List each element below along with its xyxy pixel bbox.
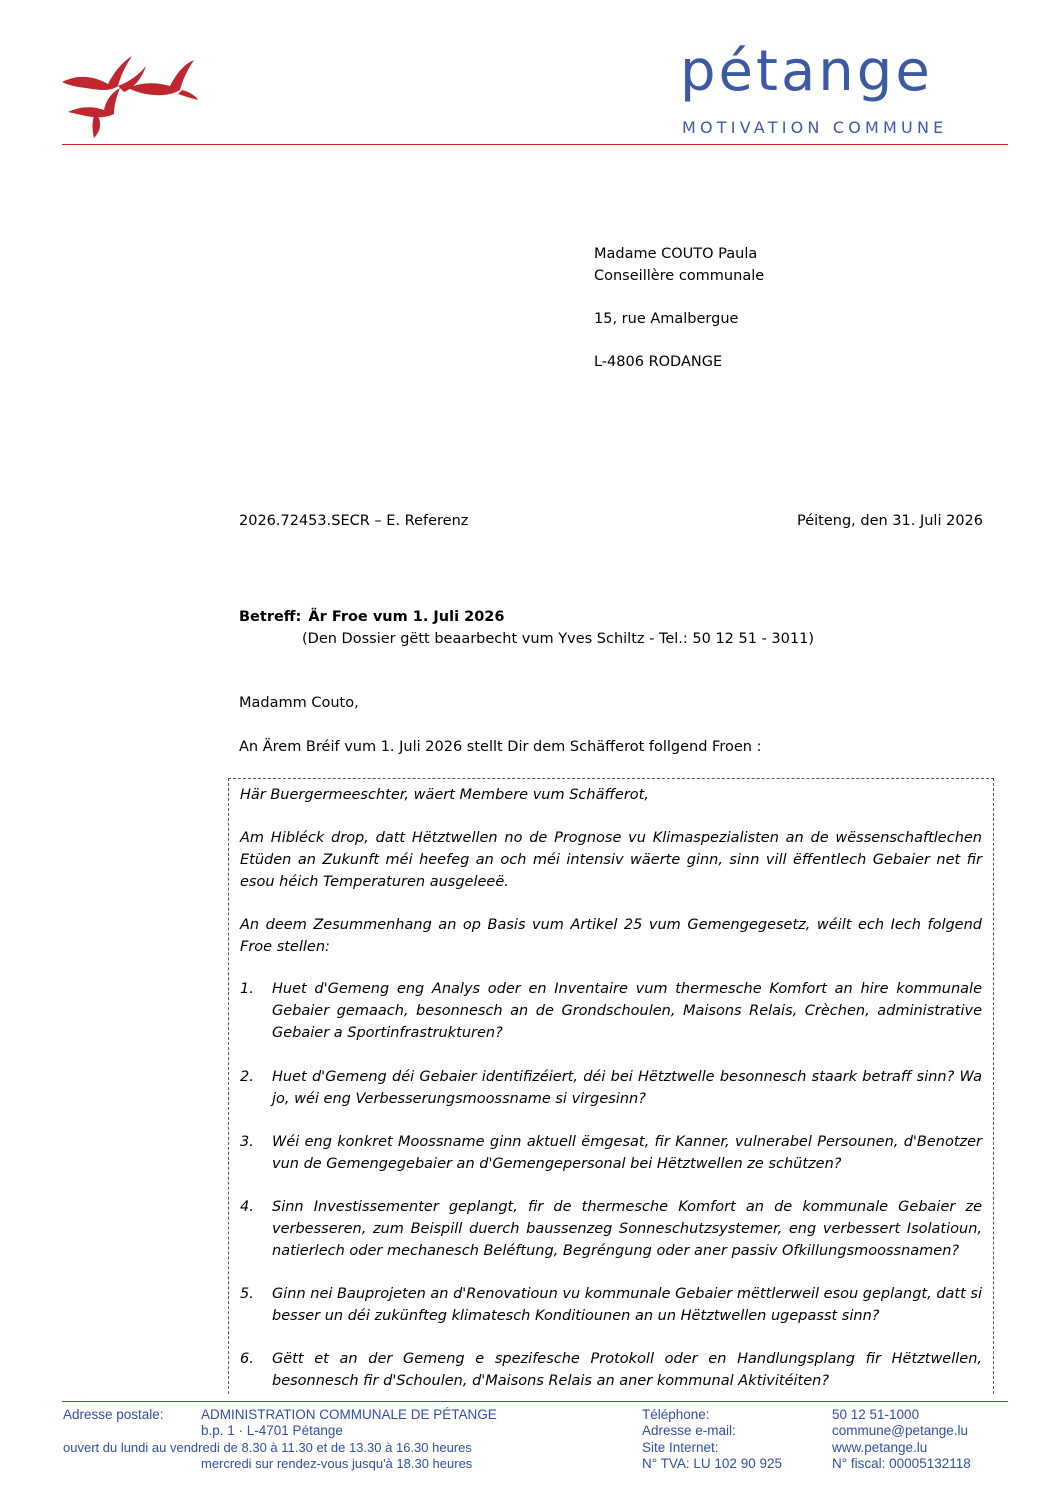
question-text: Wéi eng konkret Moossname ginn aktuell ëmgesat, fir Kanner, vulnerabel Persounen, d'Benotzer vun de Gemengegebaier an d'Gemengepersonal bei Hëtztwellen ze schützen? bbox=[272, 1134, 982, 1172]
postal-label: Adresse postale: bbox=[63, 1407, 164, 1422]
subject-label: Betreff: bbox=[239, 609, 302, 625]
question-paragraph-2: An deem Zesummenhang an op Basis vum Artikel 25 vum Gemengegesetz, wéilt ech Iech folgend Froe stellen: bbox=[240, 917, 982, 955]
opening-hours: ouvert du lundi au vendredi de 8.30 à 11.30 et de 13.30 à 16.30 heures bbox=[63, 1440, 472, 1455]
question-number: 1. bbox=[240, 981, 254, 997]
place-date: Péiteng, den 31. Juli 2026 bbox=[796, 513, 983, 529]
intro-text: An Ärem Bréif vum 1. Juli 2026 stellt Dir dem Schäfferot follgend Froen : bbox=[239, 739, 762, 755]
recipient-role: Conseillère communale bbox=[594, 268, 765, 284]
question-text: Huet d'Gemeng eng Analys oder en Inventaire vum thermesche Komfort an hire kommunale Gebaier gemaach, besonnesch an de Grondschoulen, Maisons Relais, Crèchen, administrative Gebaier a Sportinfrastrukturen? bbox=[272, 981, 982, 1041]
brand-tagline: MOTIVATION COMMUNE bbox=[682, 118, 948, 137]
subject-title: Är Froe vum 1. Juli 2026 bbox=[308, 609, 505, 625]
recipient-name: Madame COUTO Paula bbox=[594, 246, 758, 262]
phone-label: Téléphone: bbox=[642, 1407, 710, 1422]
question-paragraph-1: Am Hibléck drop, datt Hëtztwellen no de Prognose vu Klimaspezialisten an de wëssenschaftlechen Etüden an Zukunft méi heefeg an och méi intensiv wäerte ginn, sinn vill ëffentlech Gebaier net fir esou héich Temperaturen ausgeleeë. bbox=[240, 830, 982, 890]
question-greeting: Här Buergermeeschter, wäert Membere vum Schäfferot, bbox=[240, 787, 649, 803]
salutation: Madamm Couto, bbox=[239, 695, 359, 711]
header bbox=[0, 0, 1058, 150]
reference-number: 2026.72453.SECR – E. Referenz bbox=[239, 513, 469, 529]
phone-value: 50 12 51-1000 bbox=[832, 1407, 920, 1422]
vat-number: N° TVA: LU 102 90 925 bbox=[642, 1456, 782, 1471]
question-number: 2. bbox=[240, 1069, 254, 1085]
question-text: Gëtt et an der Gemeng e spezifesche Protokoll oder en Handlungsplang fir Hëtztwellen, besonnesch fir d'Schoulen, d'Maisons Relais an aner kommunal Aktivitéiten? bbox=[272, 1351, 982, 1389]
question-number: 3. bbox=[240, 1134, 254, 1150]
recipient-address bbox=[594, 243, 1014, 373]
recipient-street: 15, rue Amalbergue bbox=[594, 311, 739, 327]
web-label: Site Internet: bbox=[642, 1440, 719, 1455]
subject-note: (Den Dossier gëtt beaarbecht vum Yves Schiltz - Tel.: 50 12 51 - 3011) bbox=[302, 631, 814, 647]
opening-hours-wednesday: mercredi sur rendez-vous jusqu'à 18.30 heures bbox=[201, 1456, 473, 1471]
question-text: Huet d'Gemeng déi Gebaier identifizéiert, déi bei Hëtztwelle besonnesch staark betraff sinn? Wa jo, wéi eng Verbesserungsmoossname si virgesinn? bbox=[272, 1069, 982, 1107]
question-text: Sinn Investissementer geplangt, fir de thermesche Komfort an de kommunale Gebaier ze verbesseren, zum Beispill duerch baussenzeg Sonneschutzsystemer, eng verbessert Isolatioun, natierlech oder mechanesch Beléftung, Begréngung oder aner passiv Ofkillungsmoossnamen? bbox=[272, 1199, 982, 1259]
question-number: 6. bbox=[240, 1351, 254, 1367]
question-item bbox=[240, 1283, 982, 1327]
fiscal-number: N° fiscal: 00005132118 bbox=[832, 1456, 971, 1471]
question-box bbox=[228, 778, 994, 1394]
subject-block bbox=[239, 606, 999, 650]
recipient-city: L-4806 RODANGE bbox=[594, 354, 723, 370]
footer-divider bbox=[62, 1401, 1008, 1402]
question-item bbox=[240, 1131, 982, 1175]
question-text: Ginn nei Bauprojeten an d'Renovatioun vu kommunale Gebaier mëttlerweil esou geplangt, datt si besser un déi zukünfteg klimatesch Konditiounen an un Hëtztwellen ugepasst sinn? bbox=[272, 1286, 982, 1324]
question-item bbox=[240, 1066, 982, 1110]
box-address: b.p. 1 · L-4701 Pétange bbox=[201, 1423, 343, 1438]
website-link[interactable]: www.petange.lu bbox=[832, 1440, 928, 1455]
question-item bbox=[240, 1196, 982, 1262]
admin-name: ADMINISTRATION COMMUNALE DE PÉTANGE bbox=[201, 1407, 497, 1422]
question-item bbox=[240, 1348, 982, 1392]
question-number: 4. bbox=[240, 1199, 254, 1215]
question-number: 5. bbox=[240, 1286, 254, 1302]
brand-wordmark: pétange bbox=[680, 39, 933, 104]
birds-logo-icon bbox=[58, 52, 198, 138]
question-item bbox=[240, 978, 982, 1044]
email-link[interactable]: commune@petange.lu bbox=[832, 1423, 969, 1438]
header-divider bbox=[62, 144, 1008, 145]
email-label: Adresse e-mail: bbox=[642, 1423, 736, 1438]
